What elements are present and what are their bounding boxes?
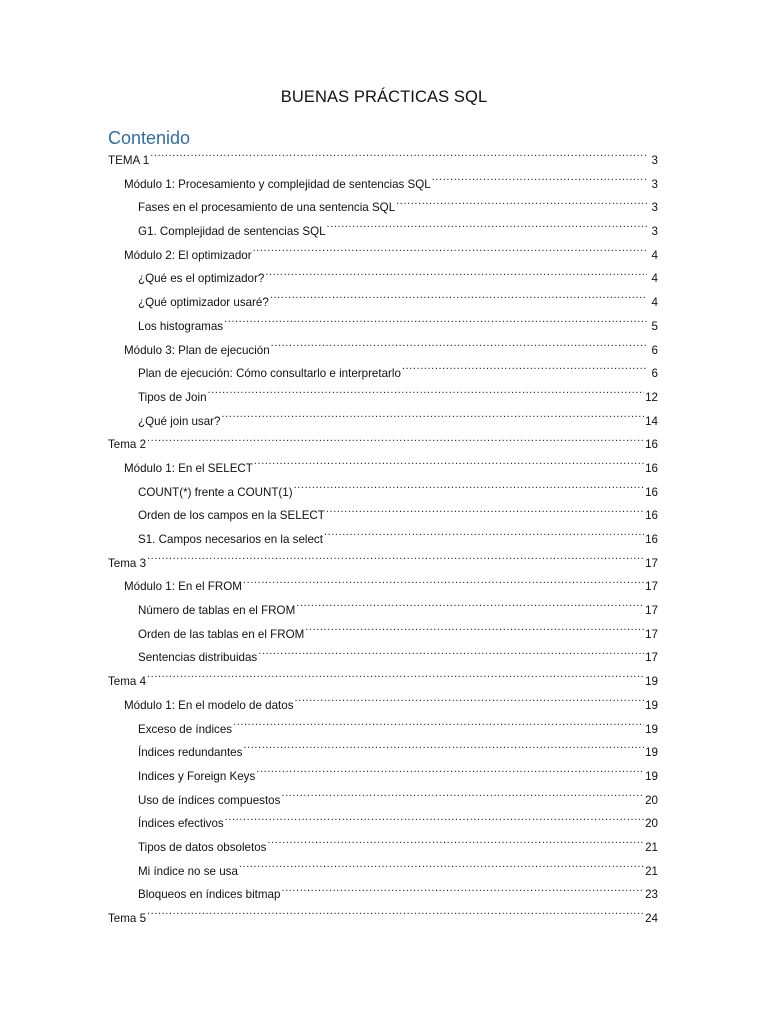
toc-page-number[interactable]: 19	[645, 698, 658, 712]
toc-entry[interactable]	[108, 528, 658, 552]
toc-entry-text[interactable]: Módulo 1: En el modelo de datos	[124, 698, 294, 712]
toc-entry[interactable]	[108, 149, 658, 173]
toc-page-number[interactable]: 6	[651, 343, 658, 357]
toc-leader-dots	[270, 294, 647, 306]
toc-leader-dots	[296, 602, 644, 614]
toc-leader-dots	[208, 389, 645, 401]
toc-entry[interactable]	[108, 386, 658, 410]
toc-entry[interactable]	[108, 646, 658, 670]
toc-page-number[interactable]: 19	[645, 722, 658, 736]
toc-leader-dots	[396, 199, 647, 211]
toc-entry[interactable]	[108, 481, 658, 505]
toc-page-number[interactable]: 6	[651, 367, 658, 381]
toc-leader-dots	[147, 555, 644, 567]
toc-page-number[interactable]: 4	[651, 296, 658, 310]
toc-page-number[interactable]: 5	[651, 319, 658, 333]
toc-entry-text[interactable]: Exceso de índices	[138, 722, 233, 736]
toc-leader-dots	[267, 839, 644, 851]
toc-entry-text[interactable]: Módulo 1: En el SELECT	[124, 461, 253, 475]
table-of-contents	[108, 149, 658, 931]
toc-entry[interactable]	[108, 196, 658, 220]
toc-entry-text[interactable]: Sentencias distribuidas	[138, 651, 258, 665]
toc-entry-text[interactable]: TEMA 1	[108, 154, 150, 167]
toc-entry[interactable]	[108, 552, 658, 576]
toc-leader-dots	[295, 697, 645, 709]
toc-entry-text[interactable]: Tema 5	[108, 912, 147, 925]
toc-leader-dots	[432, 176, 647, 188]
toc-entry[interactable]	[108, 267, 658, 291]
toc-entry-text[interactable]: Índices efectivos	[138, 817, 224, 831]
toc-page-number[interactable]: 3	[651, 225, 658, 239]
toc-leader-dots	[233, 721, 644, 733]
toc-page-number[interactable]: 21	[645, 864, 658, 878]
toc-leader-dots	[281, 792, 644, 804]
toc-entry[interactable]	[108, 599, 658, 623]
toc-entry[interactable]	[108, 789, 658, 813]
toc-entry[interactable]	[108, 812, 658, 836]
toc-leader-dots	[326, 507, 644, 519]
toc-page-number[interactable]: 3	[651, 177, 658, 191]
toc-leader-dots	[256, 768, 644, 780]
toc-entry[interactable]	[108, 339, 658, 363]
toc-heading: Contenido	[108, 128, 191, 148]
toc-entry-text[interactable]: S1. Campos necesarios en la select	[138, 533, 323, 546]
document-title: BUENAS PRÁCTICAS SQL	[280, 88, 488, 106]
toc-leader-dots	[147, 910, 644, 922]
toc-page-number[interactable]: 20	[645, 793, 658, 807]
toc-page-number[interactable]: 4	[651, 248, 658, 262]
toc-entry-text[interactable]: Módulo 1: Procesamiento y complejidad de sentencias SQL	[124, 177, 431, 191]
toc-page-number[interactable]: 16	[645, 509, 658, 523]
toc-leader-dots	[327, 223, 647, 235]
toc-page-number[interactable]: 3	[651, 201, 658, 215]
toc-page-number[interactable]: 16	[645, 533, 658, 546]
toc-entry[interactable]	[108, 670, 658, 694]
toc-entry-text[interactable]: Módulo 1: En el FROM	[124, 580, 242, 594]
toc-entry[interactable]	[108, 623, 658, 647]
toc-page-number[interactable]: 21	[645, 840, 658, 854]
toc-leader-dots	[258, 649, 644, 661]
toc-entry[interactable]	[108, 244, 658, 268]
toc-leader-dots	[243, 744, 644, 756]
toc-leader-dots	[239, 863, 644, 875]
toc-leader-dots	[305, 626, 644, 638]
toc-page-number[interactable]: 17	[645, 627, 658, 641]
toc-entry-text[interactable]: Fases en el procesamiento de una sentencia SQL	[138, 201, 396, 215]
toc-page-number[interactable]: 4	[651, 272, 658, 286]
toc-entry-text[interactable]: ¿Qué es el optimizador?	[138, 272, 265, 286]
toc-page-number[interactable]: 19	[645, 746, 658, 760]
toc-entry[interactable]	[108, 362, 658, 386]
toc-leader-dots	[324, 531, 644, 543]
toc-page-number[interactable]: 12	[645, 390, 658, 404]
toc-leader-dots	[225, 815, 644, 827]
toc-leader-dots	[265, 270, 647, 282]
toc-entry-text[interactable]: Índices redundantes	[138, 746, 243, 760]
toc-leader-dots	[402, 365, 647, 377]
toc-entry[interactable]	[108, 741, 658, 765]
toc-entry[interactable]	[108, 883, 658, 907]
toc-entry[interactable]	[108, 860, 658, 884]
toc-page-number[interactable]: 23	[645, 888, 658, 902]
toc-entry-text[interactable]: Tema 4	[108, 675, 147, 689]
toc-entry-text[interactable]: Tema 2	[108, 438, 147, 452]
toc-entry[interactable]	[108, 907, 658, 931]
toc-entry[interactable]	[108, 575, 658, 599]
toc-entry-text[interactable]: Módulo 2: El optimizador	[124, 248, 252, 262]
toc-page-number[interactable]: 17	[645, 580, 658, 594]
toc-page-number[interactable]: 17	[645, 556, 658, 570]
toc-entry-text[interactable]: ¿Qué join usar?	[138, 414, 221, 428]
toc-entry-text[interactable]: Los histogramas	[138, 319, 224, 333]
toc-leader-dots	[224, 318, 647, 330]
toc-entry-text[interactable]: Bloqueos en índices bitmap	[138, 888, 281, 902]
toc-entry[interactable]	[108, 291, 658, 315]
toc-page-number[interactable]: 19	[645, 675, 658, 689]
toc-leader-dots	[243, 578, 644, 590]
toc-entry-text[interactable]: Número de tablas en el FROM	[138, 604, 296, 618]
toc-entry[interactable]	[108, 173, 658, 197]
toc-entry[interactable]	[108, 718, 658, 742]
toc-page-number[interactable]: 19	[645, 769, 658, 783]
toc-entry[interactable]	[108, 457, 658, 481]
toc-entry-text[interactable]: Indices y Foreign Keys	[138, 769, 256, 783]
toc-entry-text[interactable]: G1. Complejidad de sentencias SQL	[138, 225, 326, 239]
toc-entry[interactable]	[108, 504, 658, 528]
toc-entry-text[interactable]: Tipos de Join	[138, 390, 207, 404]
toc-page-number[interactable]: 17	[645, 604, 658, 618]
toc-entry-text[interactable]: Tema 3	[108, 556, 147, 570]
toc-entry[interactable]	[108, 836, 658, 860]
toc-page-number[interactable]: 24	[645, 912, 658, 925]
toc-entry[interactable]	[108, 315, 658, 339]
toc-leader-dots	[254, 460, 644, 472]
toc-leader-dots	[281, 886, 644, 898]
toc-entry-text[interactable]: Módulo 3: Plan de ejecución	[124, 343, 270, 357]
toc-entry-text[interactable]: Plan de ejecución: Cómo consultarlo e interpretarlo	[138, 367, 401, 381]
toc-entry-text[interactable]: ¿Qué optimizador usaré?	[138, 296, 269, 310]
toc-entry[interactable]	[108, 433, 658, 457]
toc-leader-dots	[253, 247, 647, 259]
toc-page-number[interactable]: 16	[645, 438, 658, 452]
toc-leader-dots	[271, 342, 647, 354]
toc-page-number[interactable]: 20	[645, 817, 658, 831]
toc-entry-text[interactable]: COUNT(*) frente a COUNT(1)	[138, 485, 293, 499]
toc-leader-dots	[294, 484, 644, 496]
toc-page-number[interactable]: 14	[645, 414, 658, 428]
toc-leader-dots	[147, 673, 644, 685]
toc-entry-text[interactable]: Orden de las tablas en el FROM	[138, 627, 305, 641]
toc-page-number[interactable]: 16	[645, 485, 658, 499]
toc-leader-dots	[222, 413, 645, 425]
toc-entry[interactable]	[108, 220, 658, 244]
toc-page-number[interactable]: 16	[645, 461, 658, 475]
toc-entry-text[interactable]: Mi índice no se usa	[138, 864, 238, 878]
toc-entry-text[interactable]: Orden de los campos en la SELECT	[138, 509, 325, 523]
toc-leader-dots	[147, 436, 644, 448]
toc-entry-text[interactable]: Tipos de datos obsoletos	[138, 840, 267, 854]
toc-entry[interactable]	[108, 410, 658, 434]
toc-leader-dots	[150, 152, 647, 164]
toc-entry[interactable]	[108, 765, 658, 789]
toc-page-number[interactable]: 17	[645, 651, 658, 665]
toc-page-number[interactable]: 3	[651, 154, 658, 167]
toc-entry-text[interactable]: Uso de índices compuestos	[138, 793, 281, 807]
toc-entry[interactable]	[108, 694, 658, 718]
